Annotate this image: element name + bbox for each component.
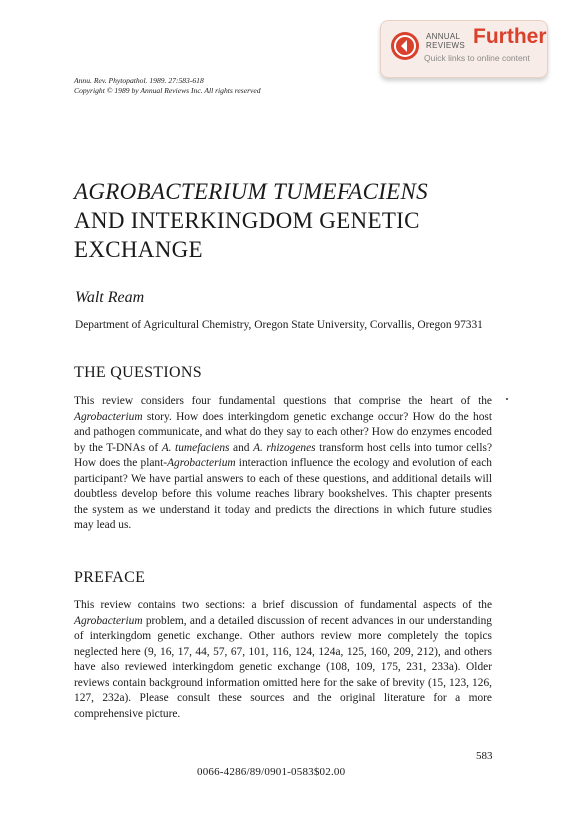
journal-citation [74,76,261,96]
publisher-line-1: ANNUAL [426,32,461,41]
page-number: 583 [476,750,493,762]
italic-run: Agrobacterium [167,457,236,469]
section-heading-preface: PREFACE [74,569,146,586]
author-name: Walt Ream [75,289,145,306]
italic-run: Agrobacterium [74,614,143,627]
publisher-line-2: REVIEWS [426,41,465,50]
text-run: interaction influence the ecology and evolution of each participant? We have partial answers to each of these questions, and additional details will doubtless develop before this volume reaches library bookshelves. This chapter presents the system as we understand it today and predicts the directions in which future studies may lead us. [74,457,492,531]
title-line-2: AND INTERKINGDOM GENETIC [74,208,420,233]
text-run: problem, and a detailed discussion of recent advances in our understanding of interkingdom genetic exchange. Other authors review more completely the topics neglected here (9, 16, 17, 44, 57, 67, 101, 116, 124, 124a, 125, 160, 209, 212), and others have also reviewed interkingdom genetic exchange (108, 109, 175, 231, 233a). Older reviews contain background information omitted here for the sake of brevity (15, 123, 126, 127, 232a). Please consult these sources and the original literature for a more comprehensive picture. [74,614,492,720]
questions-paragraph [74,394,492,534]
text-run: This review considers four fundamental questions that comprise the heart of the [74,395,492,407]
stray-dot [506,398,508,400]
author-affiliation: Department of Agricultural Chemistry, Oregon State University, Corvallis, Oregon 97331 [75,319,483,331]
text-run: transform host cells into tumor cells? How does the plant- [74,441,493,469]
article-title [74,177,514,264]
text-run: story. How does interkingdom genetic exchange occur? How do the host and pathogen communicate, and what do they say to each other? How do enzymes encoded by the T-DNAs of [74,410,492,454]
section-heading-questions: THE QUESTIONS [74,364,202,381]
title-line-1: AGROBACTERIUM TUMEFACIENS [74,179,428,204]
play-arrow-icon [391,32,419,60]
text-run: and [229,441,254,454]
further-tagline: Quick links to online content [424,53,530,63]
italic-run: Agrobacterium [74,410,143,423]
title-line-3: EXCHANGE [74,237,203,262]
annual-reviews-wordmark [426,32,465,50]
citation-line-2: Copyright © 1989 by Annual Reviews Inc. All rights reserved [74,86,261,95]
italic-run: A. tumefaciens [161,441,230,454]
text-run: This review contains two sections: a brief discussion of fundamental aspects of the [74,599,492,611]
citation-line-1: Annu. Rev. Phytopathol. 1989. 27:583-618 [74,76,204,85]
copyright-code: 0066-4286/89/0901-0583$02.00 [197,766,346,778]
further-brand: Further [473,25,547,48]
italic-run: A. rhizogenes [253,441,316,454]
annual-reviews-further-badge[interactable] [380,20,548,78]
preface-paragraph [74,598,492,722]
